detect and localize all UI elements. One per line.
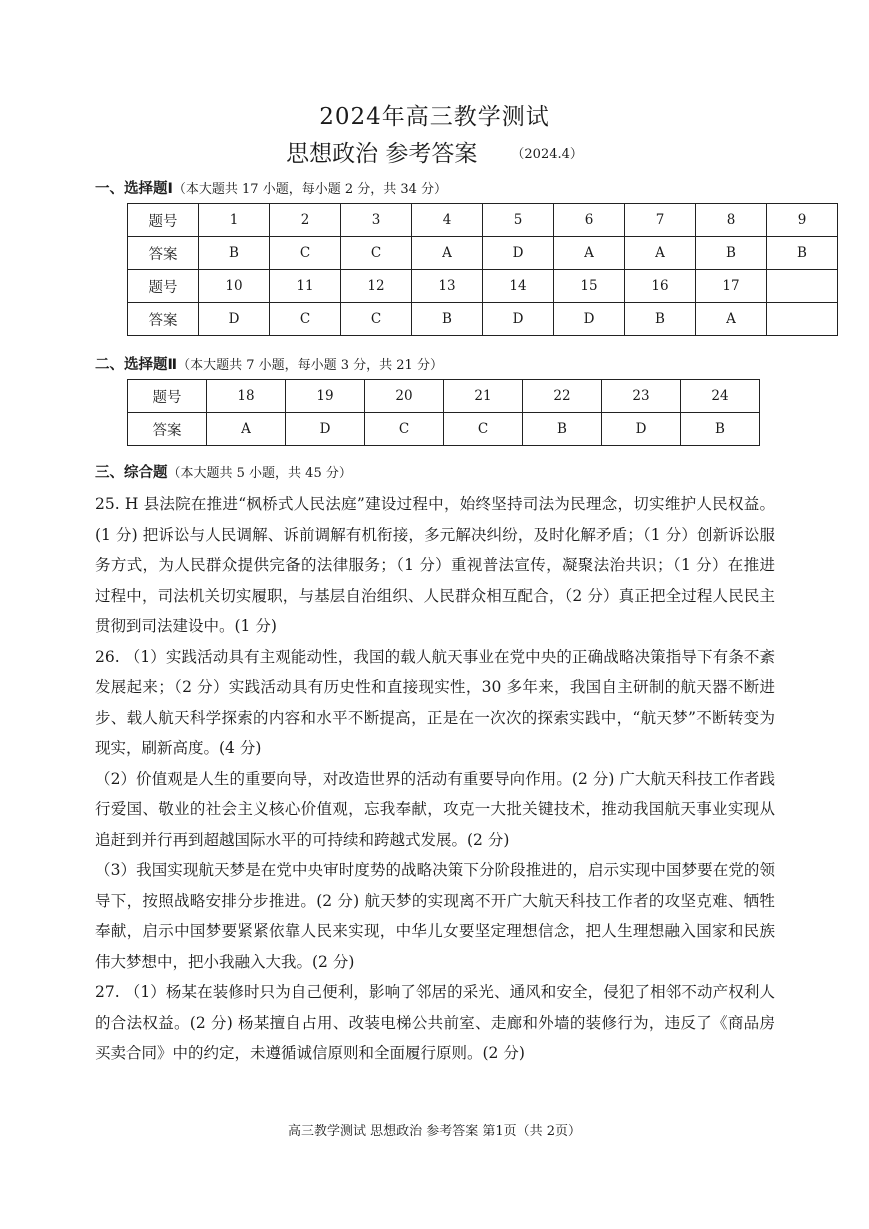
t1-cell: C (341, 303, 412, 336)
t1-cell: 10 (199, 270, 270, 303)
t1-cell: 8 (696, 204, 767, 237)
section2-note: （本大题共 7 小题，每小题 3 分，共 21 分） (177, 358, 443, 373)
section2-heading (95, 353, 443, 374)
t1-cell: 5 (483, 204, 554, 237)
section2-title: 二、选择题Ⅱ (95, 357, 178, 373)
t1-cell: C (270, 303, 341, 336)
section1-note: （本大题共 17 小题，每小题 2 分，共 34 分） (172, 182, 448, 197)
t1-cell: A (696, 303, 767, 336)
t1-cell: C (341, 237, 412, 270)
subtitle-text: 思想政治 参考答案 (286, 141, 478, 167)
t2-row (128, 413, 760, 446)
t2-row-header: 题号 (128, 380, 207, 413)
section3-heading (95, 461, 352, 482)
t1-cell (767, 270, 838, 303)
answer-paragraph-26-1: 26. （1）实践活动具有主观能动性，我国的载人航天事业在党中央的正确战略决策指导下有条不紊发展起来；（2 分）实践活动具有历史性和直接现实性，30 多年来，我国自主研制的航天器不断进步、载人航天科学探索的内容和水平不断提高，正是在一次次的探索实践中，“航天梦”不断转变为现实，刷新高度。(4 分) (95, 647, 775, 757)
section3-note: （本大题共 5 小题，共 45 分） (167, 466, 352, 481)
t1-cell: D (483, 237, 554, 270)
t2-cell: B (681, 413, 760, 446)
answer-paragraph-25: 25. H 县法院在推进“枫桥式人民法庭”建设过程中，始终坚持司法为民理念，切实维护人民权益。(1 分) 把诉讼与人民调解、诉前调解有机衔接，多元解决纠纷，及时化解矛盾；（1 分）创新诉讼服务方式，为人民群众提供完备的法律服务；（1 分）重视普法宣传，凝聚法治共识；（1 分）在推进过程中，司法机关切实履职，与基层自治组织、人民群众相互配合，（2 分）真正把全过程人民民主贯彻到司法建设中。(1 分) (95, 495, 775, 635)
t1-cell: 13 (412, 270, 483, 303)
t1-row-header: 题号 (128, 270, 199, 303)
t1-row (128, 270, 838, 303)
section3-title: 三、综合题 (95, 465, 168, 481)
t1-row-header: 答案 (128, 303, 199, 336)
t1-cell: 2 (270, 204, 341, 237)
t2-cell: 18 (207, 380, 286, 413)
t1-cell: B (625, 303, 696, 336)
t1-cell: A (412, 237, 483, 270)
t2-row-header: 答案 (128, 413, 207, 446)
t1-cell: 14 (483, 270, 554, 303)
t1-cell: D (199, 303, 270, 336)
t2-cell: D (286, 413, 365, 446)
answer-table-1 (127, 203, 838, 336)
t1-cell: 16 (625, 270, 696, 303)
t1-cell: B (767, 237, 838, 270)
t2-cell: D (602, 413, 681, 446)
t1-cell: 17 (696, 270, 767, 303)
t2-cell: C (444, 413, 523, 446)
t2-cell: 24 (681, 380, 760, 413)
page-footer: 高三教学测试 思想政治 参考答案 第1页（共 2页） (287, 1124, 582, 1139)
t1-cell: 11 (270, 270, 341, 303)
section1-heading (95, 177, 447, 198)
t2-cell: 19 (286, 380, 365, 413)
answer-table-2 (127, 379, 760, 446)
answer-paragraph-26-3: （3）我国实现航天梦是在党中央审时度势的战略决策下分阶段推进的，启示实现中国梦要在党的领导下，按照战略安排分步推进。(2 分) 航天梦的实现离不开广大航天科技工作者的攻坚克难、牺牲奉献，启示中国梦要紧紧依靠人民来实现，中华儿女要坚定理想信念，把人生理想融入国家和民族伟大梦想中，把小我融入大我。(2 分) (95, 861, 775, 971)
t2-row (128, 380, 760, 413)
t1-row (128, 303, 838, 336)
t1-cell: A (554, 237, 625, 270)
t2-cell: 21 (444, 380, 523, 413)
t1-cell: B (696, 237, 767, 270)
document-date: （2024.4） (511, 147, 583, 162)
t1-cell: B (199, 237, 270, 270)
t1-cell: 12 (341, 270, 412, 303)
t1-cell: C (270, 237, 341, 270)
t2-cell: 20 (365, 380, 444, 413)
t1-cell: 9 (767, 204, 838, 237)
t1-cell: B (412, 303, 483, 336)
t2-cell: B (523, 413, 602, 446)
t1-cell: A (625, 237, 696, 270)
t1-row (128, 204, 838, 237)
answers-body (95, 489, 775, 1069)
t2-cell: C (365, 413, 444, 446)
t1-cell (767, 303, 838, 336)
t1-cell: 1 (199, 204, 270, 237)
t2-cell: 22 (523, 380, 602, 413)
answer-paragraph-27-1: 27. （1）杨某在装修时只为自己便利，影响了邻居的采光、通风和安全，侵犯了相邻不动产权利人的合法权益。(2 分) 杨某擅自占用、改装电梯公共前室、走廊和外墙的装修行为，违反了《商品房买卖合同》中的约定，未遵循诚信原则和全面履行原则。(2 分) (95, 983, 775, 1062)
t1-cell: 7 (625, 204, 696, 237)
t1-cell: 6 (554, 204, 625, 237)
t2-cell: A (207, 413, 286, 446)
answer-paragraph-26-2: （2）价值观是人生的重要向导，对改造世界的活动有重要导向作用。(2 分) 广大航天科技工作者践行爱国、敬业的社会主义核心价值观，忘我奉献，攻克一大批关键技术，推动我国航天事业实现从追赶到并行再到超越国际水平的可持续和跨越式发展。(2 分) (95, 769, 775, 849)
t1-cell: 3 (341, 204, 412, 237)
document-title: 2024年高三教学测试 (319, 104, 550, 130)
t1-cell: 4 (412, 204, 483, 237)
section1-title: 一、选择题Ⅰ (95, 181, 173, 197)
t1-row-header: 题号 (128, 204, 199, 237)
t1-cell: 15 (554, 270, 625, 303)
t2-cell: 23 (602, 380, 681, 413)
t1-cell: D (483, 303, 554, 336)
t1-row-header: 答案 (128, 237, 199, 270)
document-subtitle (0, 135, 869, 168)
t1-cell: D (554, 303, 625, 336)
t1-row (128, 237, 838, 270)
